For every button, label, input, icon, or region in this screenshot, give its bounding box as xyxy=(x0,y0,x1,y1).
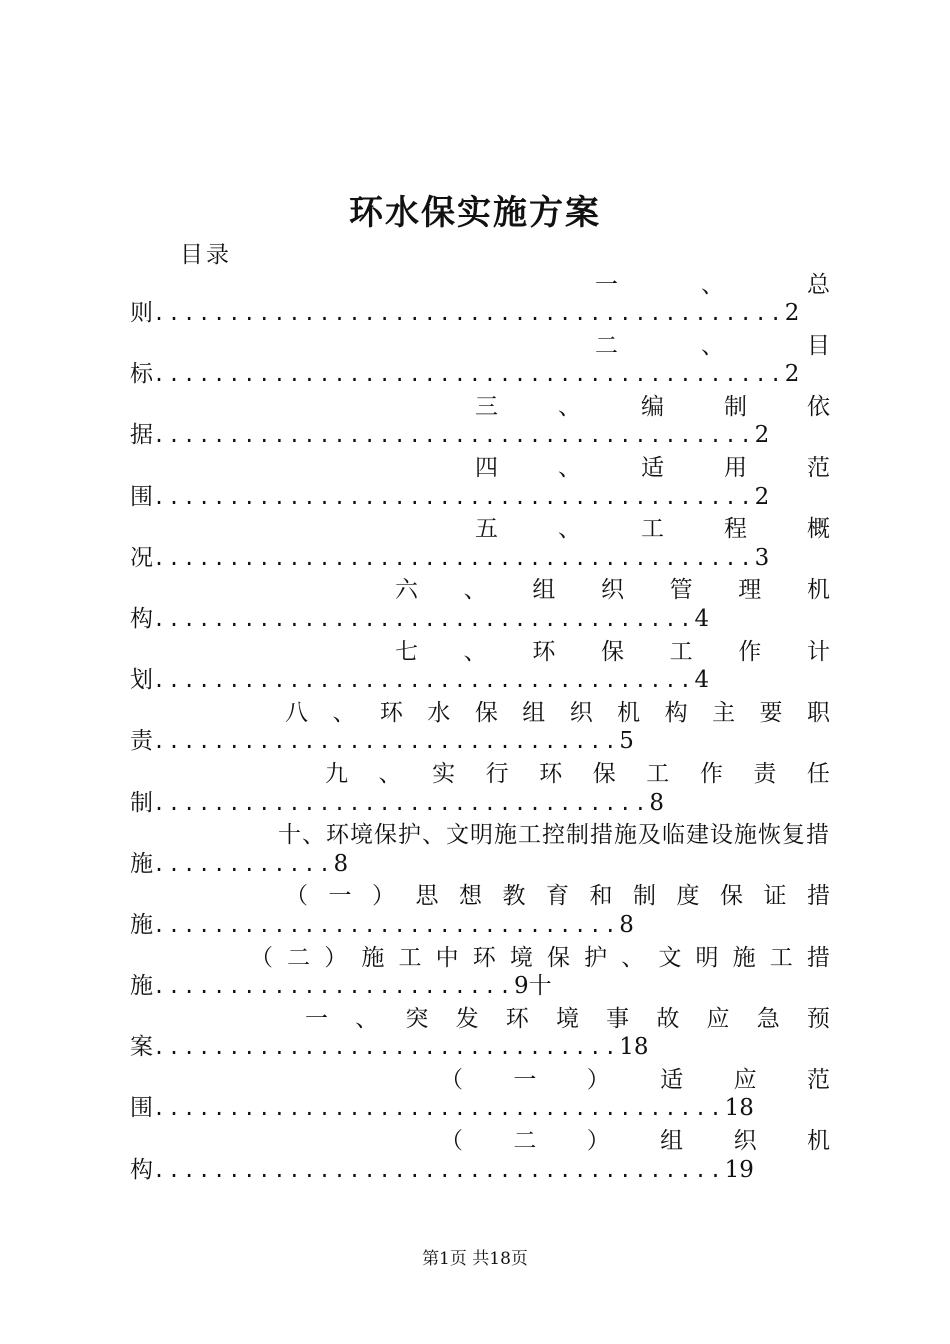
toc-entry-tail: 责 xyxy=(130,728,153,755)
toc-heading-char: 、 xyxy=(558,393,581,420)
toc-page-number: 19 xyxy=(724,1156,754,1183)
toc-heading-char: 织 xyxy=(600,577,624,604)
toc-heading-char: 一 xyxy=(595,271,618,298)
toc-heading-char: 境 xyxy=(555,1005,579,1032)
toc-heading-char: 环 xyxy=(505,1005,529,1032)
toc-entry[interactable] xyxy=(130,511,830,572)
toc-heading-char: 概 xyxy=(807,516,830,543)
toc-heading-char: （ xyxy=(440,1066,463,1093)
toc-entry-tail: 制 xyxy=(130,789,153,816)
toc-entry[interactable] xyxy=(130,939,830,1000)
toc-heading-char: 环 xyxy=(539,761,563,787)
toc-heading-char: 机 xyxy=(617,699,641,726)
toc-entry-heading xyxy=(285,878,830,910)
toc-page-number: 2 xyxy=(784,361,800,388)
toc-heading-char: （ xyxy=(285,883,308,910)
toc-entry-heading xyxy=(395,572,830,604)
toc-heading-char: 措 xyxy=(807,883,830,910)
toc-entry-leader xyxy=(130,665,709,695)
toc-heading-char: 责 xyxy=(753,761,777,787)
toc-entry[interactable] xyxy=(130,817,830,878)
toc-heading-char: 中 xyxy=(435,944,459,971)
toc-entry-tail: 据 xyxy=(130,422,153,449)
toc-heading-char: 突 xyxy=(405,1005,429,1032)
toc-heading-char: 适 xyxy=(641,455,664,482)
toc-page-number: 8 xyxy=(619,911,634,938)
toc-entry-tail: 标 xyxy=(130,361,153,388)
toc-entry-tail: 施 xyxy=(130,911,153,938)
toc-entry-leader xyxy=(130,971,552,1001)
toc-heading-char: 二 xyxy=(513,1128,537,1155)
toc-entry[interactable] xyxy=(130,878,830,939)
toc-heading-char: ） xyxy=(372,883,395,910)
toc-entry[interactable] xyxy=(130,1061,830,1122)
toc-entry-heading xyxy=(595,266,830,298)
toc-heading-char: 文 xyxy=(658,944,682,971)
toc-heading-char: 范 xyxy=(806,1066,830,1093)
page-footer: 第1页 共18页 xyxy=(422,1249,528,1269)
toc-heading-char: 保 xyxy=(600,638,624,665)
toc-entry[interactable] xyxy=(130,327,830,388)
toc-entry[interactable] xyxy=(130,450,830,511)
dot-leader: ...................................... xyxy=(153,1157,725,1182)
toc-entry-leader xyxy=(130,543,769,573)
toc-entry[interactable] xyxy=(130,694,830,755)
toc-entry-tail: 则 xyxy=(130,300,153,326)
toc-page-number: 5 xyxy=(619,728,634,755)
toc-heading-char: 作 xyxy=(738,638,762,665)
toc-heading-char: 和 xyxy=(589,883,613,910)
toc-entry-tail: 构 xyxy=(130,605,153,632)
toc-heading-char: 、 xyxy=(355,1005,379,1032)
toc-heading-char: 工 xyxy=(398,944,422,971)
toc-heading-char: 主 xyxy=(712,699,736,726)
toc-entry-tail: 围 xyxy=(130,483,153,510)
toc-heading-char: 保 xyxy=(592,761,616,787)
table-of-contents xyxy=(130,266,830,1184)
toc-heading-char: 、 xyxy=(332,699,356,726)
toc-heading-char: 急 xyxy=(756,1005,780,1032)
toc-heading-char: 境 xyxy=(509,944,533,971)
toc-heading-char: 、 xyxy=(701,332,724,359)
toc-heading-char: 、 xyxy=(558,516,581,543)
toc-entry[interactable] xyxy=(130,1000,830,1061)
toc-heading-char: 计 xyxy=(806,638,830,665)
toc-heading-char: 九 xyxy=(325,761,348,787)
toc-heading-char: 思 xyxy=(415,883,439,910)
toc-page-number: 2 xyxy=(754,422,770,449)
toc-heading-char: 、 xyxy=(558,455,581,482)
toc-entry-leader xyxy=(130,726,634,756)
toc-entry[interactable] xyxy=(130,756,830,817)
toc-entry-heading xyxy=(475,388,830,420)
toc-heading-char: 施 xyxy=(361,944,385,971)
toc-heading-char: 用 xyxy=(724,455,747,482)
toc-heading-char: 二 xyxy=(287,944,311,971)
toc-heading-char: 制 xyxy=(724,393,747,420)
toc-entry[interactable] xyxy=(130,388,830,449)
toc-entry-tail: 围 xyxy=(130,1095,153,1122)
toc-entry-heading xyxy=(595,327,830,359)
toc-heading-char: 应 xyxy=(733,1066,757,1093)
toc-heading-char: 故 xyxy=(656,1005,680,1032)
toc-heading-char: ） xyxy=(324,944,348,971)
toc-heading-char: 实 xyxy=(432,761,456,787)
toc-page-number: 2 xyxy=(754,483,770,510)
toc-entry-leader xyxy=(130,420,769,450)
toc-heading-char: 应 xyxy=(706,1005,730,1032)
dot-leader: ............................... xyxy=(153,729,620,754)
toc-heading-char: 二 xyxy=(595,332,618,359)
toc-entry-leader xyxy=(130,359,799,389)
toc-page-number: 9十 xyxy=(513,973,552,1000)
toc-heading-char: 护 xyxy=(584,944,608,971)
toc-entry-heading xyxy=(190,817,830,849)
toc-heading: 目录 xyxy=(180,242,232,268)
toc-heading-char: 三 xyxy=(475,393,498,420)
toc-page-number: 18 xyxy=(724,1095,754,1122)
toc-entry-tail: 施 xyxy=(130,973,153,1000)
toc-entry-leader xyxy=(130,910,634,940)
toc-entry-tail: 案 xyxy=(130,1034,153,1061)
toc-heading-char: 五 xyxy=(475,516,498,543)
toc-heading-char: 理 xyxy=(738,577,762,604)
toc-heading-char: 工 xyxy=(641,516,664,543)
toc-heading-char: 水 xyxy=(427,699,451,726)
toc-entry-leader xyxy=(130,482,769,512)
toc-heading-char: （ xyxy=(250,944,273,971)
toc-entry[interactable] xyxy=(130,1123,830,1184)
toc-heading-char: 工 xyxy=(646,761,670,787)
toc-page-number: 8 xyxy=(649,789,664,816)
toc-heading-char: 八 xyxy=(285,699,308,726)
toc-heading-char: 育 xyxy=(546,883,569,910)
toc-heading-char: （ xyxy=(440,1128,463,1155)
dot-leader: ........................................ xyxy=(153,545,755,570)
toc-entry-leader xyxy=(130,604,709,634)
toc-heading-char: 工 xyxy=(669,638,693,665)
toc-page-number: 2 xyxy=(784,300,800,326)
dot-leader: ........................................ xyxy=(153,484,755,509)
toc-heading-char: 一 xyxy=(513,1066,537,1093)
toc-entry[interactable] xyxy=(130,266,830,327)
toc-entry-tail: 构 xyxy=(130,1156,153,1183)
toc-heading-char: 度 xyxy=(676,883,700,910)
toc-heading-char: 机 xyxy=(806,1128,830,1155)
toc-heading-char: 编 xyxy=(641,393,664,420)
dot-leader: ................................. xyxy=(153,790,650,815)
dot-leader: .................................... xyxy=(153,668,695,693)
toc-heading-char: 措 xyxy=(806,944,830,971)
toc-heading-char: 要 xyxy=(759,699,783,726)
toc-entry-heading xyxy=(475,511,830,543)
toc-heading-char: 六 xyxy=(395,577,418,604)
toc-entry[interactable] xyxy=(130,633,830,694)
toc-entry-tail: 况 xyxy=(130,544,153,571)
toc-entry-heading xyxy=(440,1061,830,1093)
toc-heading-char: 发 xyxy=(455,1005,479,1032)
dot-leader: ............................... xyxy=(153,1035,620,1060)
toc-heading-char: 保 xyxy=(720,883,743,910)
toc-heading-char: 机 xyxy=(806,577,830,604)
toc-heading-char: 一 xyxy=(305,1005,328,1032)
toc-heading-char: 管 xyxy=(669,577,693,604)
toc-heading-char: 组 xyxy=(532,577,556,604)
dot-leader: .......................................... xyxy=(153,362,785,387)
toc-heading-char: 事 xyxy=(606,1005,630,1032)
toc-heading-char: 任 xyxy=(806,761,830,787)
toc-entry-heading xyxy=(440,1123,830,1155)
toc-page-number: 4 xyxy=(694,605,710,632)
toc-entry[interactable] xyxy=(130,572,830,633)
toc-heading-char: 行 xyxy=(485,761,509,787)
toc-heading-char: 组 xyxy=(660,1128,684,1155)
toc-heading-char: 环 xyxy=(532,638,556,665)
toc-heading-char: 依 xyxy=(807,393,830,420)
dot-leader: ........................ xyxy=(153,974,514,999)
toc-heading-char: 、 xyxy=(621,944,645,971)
toc-heading-char: 、 xyxy=(701,271,724,298)
toc-entry-leader xyxy=(130,298,799,328)
toc-entry-leader xyxy=(130,1155,754,1185)
toc-page-number: 8 xyxy=(333,850,349,877)
toc-entry-leader xyxy=(130,1032,649,1062)
toc-heading-char: 想 xyxy=(459,883,482,910)
toc-heading-char: 织 xyxy=(569,699,593,726)
toc-heading-char: 、 xyxy=(378,761,402,787)
toc-heading-char: 织 xyxy=(733,1128,757,1155)
toc-entry-leader xyxy=(130,849,348,879)
toc-heading-char: ） xyxy=(586,1128,610,1155)
toc-entry-tail: 施 xyxy=(130,850,153,877)
toc-entry-leader xyxy=(130,788,664,818)
toc-entry-heading xyxy=(395,633,830,665)
toc-heading-char: 目 xyxy=(807,332,830,359)
toc-heading-char: 环 xyxy=(472,944,496,971)
toc-heading-char: 程 xyxy=(724,516,747,543)
toc-heading-char: 工 xyxy=(769,944,793,971)
toc-heading-char: 保 xyxy=(474,699,498,726)
toc-entry-heading xyxy=(305,1000,830,1032)
toc-entry-tail: 划 xyxy=(130,667,153,694)
toc-heading-char: 环 xyxy=(379,699,403,726)
toc-heading-char: 职 xyxy=(806,699,830,726)
toc-heading-char: 、 xyxy=(463,577,487,604)
toc-heading-char: 七 xyxy=(395,638,418,665)
toc-heading-char: 范 xyxy=(807,455,830,482)
dot-leader: ........................................ xyxy=(153,423,755,448)
toc-heading-char: 适 xyxy=(660,1066,684,1093)
document-title: 环水保实施方案 xyxy=(349,193,601,233)
dot-leader: .......................................... xyxy=(153,301,785,325)
dot-leader: ............ xyxy=(153,851,334,876)
toc-heading-char: 、 xyxy=(463,638,487,665)
toc-heading-char: 总 xyxy=(807,271,830,298)
toc-heading-char: 明 xyxy=(695,944,719,971)
toc-heading-char: 证 xyxy=(763,883,787,910)
toc-heading-char: 施 xyxy=(732,944,756,971)
toc-heading-char: 一 xyxy=(328,883,352,910)
toc-heading-char: 保 xyxy=(547,944,570,971)
toc-heading-char: 教 xyxy=(502,883,526,910)
toc-heading-char: 作 xyxy=(699,761,723,787)
toc-heading-char: 预 xyxy=(806,1005,830,1032)
toc-heading-char: 组 xyxy=(522,699,546,726)
toc-heading-char: 构 xyxy=(664,699,688,726)
toc-heading-char: 四 xyxy=(475,455,498,482)
dot-leader: ...................................... xyxy=(153,1096,725,1121)
dot-leader: ............................... xyxy=(153,912,620,937)
dot-leader: .................................... xyxy=(153,606,695,631)
toc-entry-heading xyxy=(285,694,830,726)
toc-page-number: 3 xyxy=(754,544,770,571)
toc-heading-char: 制 xyxy=(633,883,656,910)
toc-page-number: 4 xyxy=(694,667,710,694)
toc-heading-char: 十、环境保护、文明施工控制措施及临建设施恢复措 xyxy=(278,822,830,849)
toc-entry-heading xyxy=(475,450,830,482)
toc-entry-leader xyxy=(130,1093,754,1123)
toc-heading-char: ） xyxy=(586,1066,610,1093)
toc-page-number: 18 xyxy=(619,1034,649,1061)
toc-entry-heading xyxy=(250,939,830,971)
toc-entry-heading xyxy=(325,756,830,788)
